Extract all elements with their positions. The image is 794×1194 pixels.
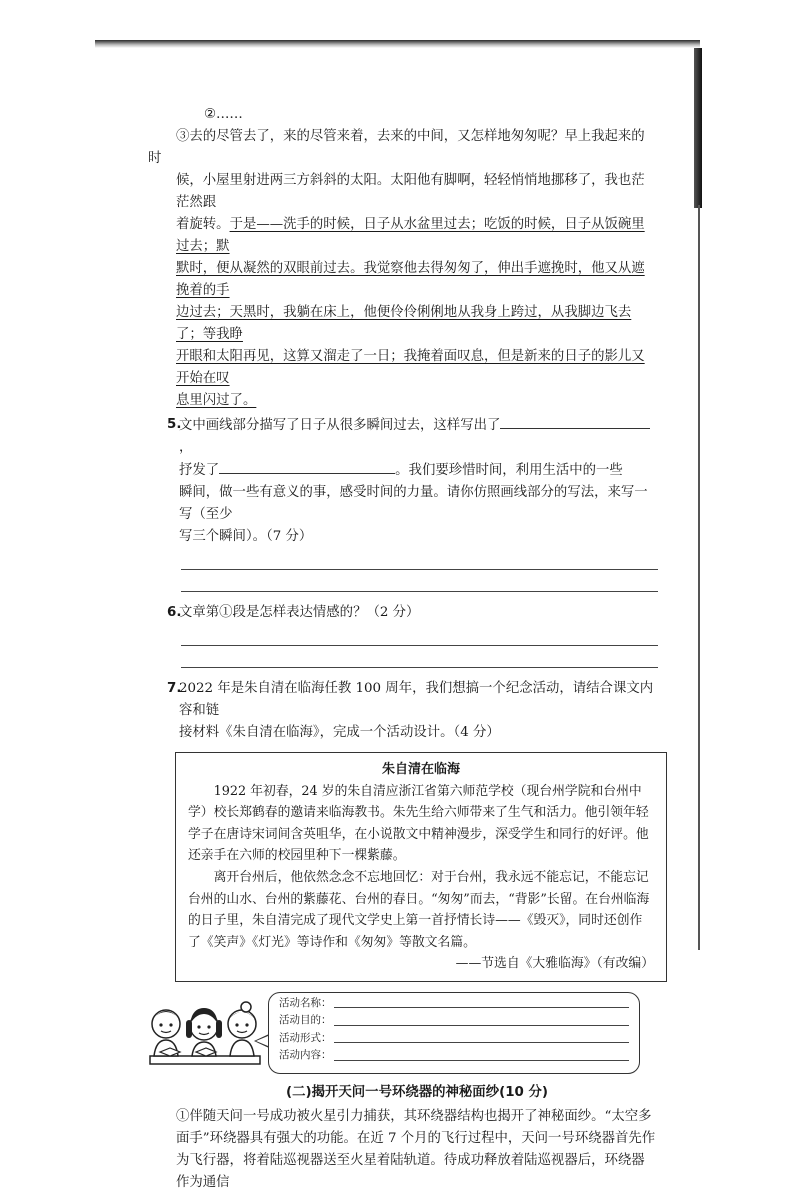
activity-name-field[interactable] <box>334 995 630 1009</box>
underlined-text: 边过去；天黑时，我躺在床上，他便伶伶俐俐地从我身上跨过，从我脚边飞去了；等我睁 <box>176 305 632 342</box>
form-row-format <box>279 1030 629 1048</box>
activity-design <box>146 992 658 1088</box>
question-5 <box>167 414 658 592</box>
form-row-purpose <box>279 1012 629 1030</box>
scan-right-edge <box>698 205 700 950</box>
activity-format-field[interactable] <box>334 1030 630 1044</box>
speech-pointer <box>254 1034 269 1048</box>
question-number: 6. <box>167 605 182 620</box>
q5-text: 写三个瞬间）。（7 分） <box>179 529 313 544</box>
passage-para-2: ②…… <box>204 107 243 122</box>
section-2-title: (二)揭开天问一号环绕器的神秘面纱(10 分) <box>285 1084 549 1100</box>
underlined-text: 于是——洗手的时候，日子从水盆里过去；吃饭的时候，日子从饭碗里过去；默 <box>176 217 645 254</box>
para3-line-mixed <box>176 214 658 258</box>
material-source: ——节选自《大雅临海》（有改编） <box>455 956 654 972</box>
worksheet-page <box>148 104 658 1194</box>
para3-plain: 着旋转。 <box>176 217 230 232</box>
passage-para-3 <box>148 126 658 412</box>
material-para: 离开台州后，他依然念念不忘地回忆：对于台州，我永远不能忘记，不能忘记台州的山水、台州的紫藤花、台州的春日。“匆匆”而去，“背影”长留。在台州临海的日子里，朱自清完成了现代文学史上第一首抒情长诗——《毁灭》，同时还创作了《笑声》《灯光》等诗作和《匆匆》等散文名篇。 <box>188 869 650 950</box>
form-row-content <box>279 1047 629 1065</box>
q5-text: 瞬间，做一些有意义的事，感受时间的力量。请你仿照画线部分的写法，来写一写（至少 <box>179 485 648 522</box>
q6-text: 文章第①段是怎样表达情感的？（2 分） <box>179 605 420 620</box>
q7-text: 2022 年是朱自清在临海任教 100 周年，我们想搞一个纪念活动，请结合课文内容和链 <box>179 681 654 718</box>
activity-content-field[interactable] <box>334 1047 630 1061</box>
section-2-para-1: ①伴随天问一号成功被火星引力捕获，其环绕器结构也揭开了神秘面纱。“太空多面手”环绕器具有强大的功能。在近 7 个月的飞行过程中，天问一号环绕器首先作为飞行器，将着陆巡视器送至火星着陆轨道。待成功释放着陆巡视器后，环绕器作为通信 <box>176 1108 656 1190</box>
answer-line[interactable] <box>181 570 658 592</box>
question-6 <box>167 602 658 668</box>
answer-line[interactable] <box>181 624 658 646</box>
question-number: 5. <box>167 417 182 432</box>
material-para: 1922 年初春，24 岁的朱自清应浙江省第六师范学校（现台州学院和台州中学）校长郑鹤春的邀请来临海教书。朱先生给六师带来了生气和活力。他引领年轻学子在唐诗宋词间含英咀华，在小说散文中精神漫步，深受学生和同行的好评。他还亲手在六师的校园里种下一棵紫藤。 <box>188 783 649 864</box>
answer-line[interactable] <box>181 548 658 570</box>
form-label: 活动目的： <box>279 1014 332 1027</box>
question-number: 7. <box>167 681 182 696</box>
answer-line[interactable] <box>181 646 658 668</box>
q7-text: 接材料《朱自清在临海》，完成一个活动设计。（4 分） <box>179 725 500 740</box>
q5-text: 文中画线部分描写了日子从很多瞬间过去，这样写出了 <box>179 418 501 433</box>
form-label: 活动名称： <box>279 996 332 1009</box>
q5-text: 。我们要珍惜时间，利用生活中的一些 <box>395 463 623 478</box>
form-row-name <box>279 995 629 1013</box>
form-label: 活动形式： <box>279 1031 332 1044</box>
underlined-text: 息里闪过了。 <box>176 393 257 408</box>
underlined-text: 默时，便从凝然的双眼前过去。我觉察他去得匆匆了，伸出手遮挽时，他又从遮挽着的手 <box>176 261 645 298</box>
answer-blank[interactable] <box>500 414 650 429</box>
activity-form <box>268 992 640 1074</box>
para3-line: 候，小屋里射进两三方斜斜的太阳。太阳他有脚啊，轻轻悄悄地挪移了，我也茫茫然跟 <box>176 173 645 210</box>
children-reading-illustration <box>146 998 264 1068</box>
material-title: 朱自清在临海 <box>381 762 460 777</box>
q5-line2 <box>179 459 658 482</box>
underlined-text: 开眼和太阳再见，这算又溜走了一日；我掩着面叹息，但是新来的日子的影儿又开始在叹 <box>176 349 645 386</box>
scan-right-shadow <box>694 48 702 208</box>
material-box <box>175 752 667 982</box>
q5-line1: 文中画线部分描写了日子从很多瞬间过去，这样写出了， <box>179 414 658 459</box>
question-7 <box>167 678 658 982</box>
scan-top-edge <box>95 40 700 48</box>
form-label: 活动内容： <box>279 1049 332 1062</box>
answer-blank[interactable] <box>219 459 395 474</box>
q5-text: 抒发了 <box>179 463 220 478</box>
activity-purpose-field[interactable] <box>334 1012 630 1026</box>
para3-line: ③去的尽管去了，来的尽管来着，去来的中间，又怎样地匆匆呢？早上我起来的时 <box>148 129 645 166</box>
